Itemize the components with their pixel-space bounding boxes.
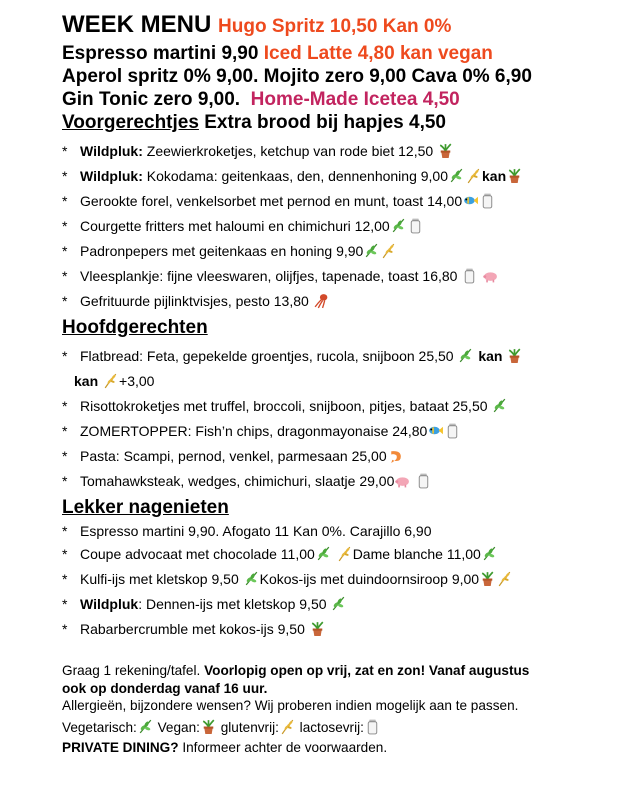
wheat-icon [496,570,513,587]
bullet: * [62,448,68,464]
bullet: * [62,423,68,439]
bullet: * [62,143,68,159]
list-item-continued: kan +3,00 [74,373,155,389]
title-drink-offer: Hugo Spritz 10,50 Kan 0% [218,16,452,37]
list-item: * Rabarbercrumble met kokos-ijs 9,50 [62,617,632,642]
footer-line-1: Graag 1 rekening/tafel. Voorlopig open op vrij, zat en zon! Vanaf augustus [62,663,530,678]
desserts-heading-row [62,496,632,520]
potted-plant-icon [506,167,523,184]
list-item: * Tomahawksteak, wedges, chimichuri, slaatje 29,00 [62,469,632,494]
bullet: * [62,621,68,637]
list-item: * Padronpepers met geitenkaas en honing 9,90 [62,239,632,264]
bullet: * [62,546,68,562]
list-item: * Flatbread: Feta, gepekelde groentjes, rucola, snijboon 25,50 kan [62,344,632,369]
bullet: * [62,193,68,209]
starters-heading-row [62,111,632,135]
milk-bottle-icon [461,267,478,284]
milk-bottle-icon [407,217,424,234]
bullet: * [62,398,68,414]
bullet: * [62,168,68,184]
herb-icon [481,545,498,562]
list-item: * Wildpluk: Dennen-ijs met kletskop 9,50 [62,592,632,617]
menu-title: WEEK MENU [62,11,212,38]
bullet: * [62,268,68,284]
desserts-heading: Lekker nagenieten [62,497,229,518]
list-item: * Vleesplankje: fijne vleeswaren, olijfjes, tapenade, toast 16,80 [62,264,632,289]
fish-icon [427,422,444,439]
bullet: * [62,243,68,259]
wheat-icon [465,167,482,184]
list-item: * ZOMERTOPPER: Fish’n chips, dragonmayonaise 24,80 [62,419,632,444]
list-item: * Espresso martini 9,90. Afogato 11 Kan 0%. Carajillo 6,90 [62,520,632,542]
list-item: * Gefrituurde pijlinktvisjes, pesto 13,80 [62,289,632,314]
list-item: * Pasta: Scampi, pernod, venkel, parmesaan 25,00 [62,444,632,469]
herb-icon [457,347,474,364]
bullet: * [62,596,68,612]
drinks-line-1 [62,42,632,65]
bullet: * [62,293,68,309]
bullet: * [62,348,68,364]
bullet: * [62,571,68,587]
drink-gin-tonic: Gin Tonic zero 9,00. [62,89,241,110]
herb-icon [315,545,332,562]
pig-icon [394,472,411,489]
potted-plant-icon [309,620,326,637]
drinks-line-2 [62,65,632,88]
list-item: * Wildpluk: Kokodama: geitenkaas, den, dennenhoning 9,00 kan [62,164,632,189]
fish-icon [462,192,479,209]
extra-bread-note: Extra brood bij hapjes 4,50 [198,112,446,133]
milk-bottle-icon [479,192,496,209]
herb-icon [243,570,260,587]
wheat-icon [380,242,397,259]
potted-plant-icon [479,570,496,587]
drink-icetea: Home-Made Icetea 4,50 [250,89,460,110]
list-item: * Gerookte forel, venkelsorbet met pernod en munt, toast 14,00 [62,189,632,214]
herb-icon [330,595,347,612]
wheat-icon [102,372,119,389]
list-item: * Courgette fritters met haloumi en chimichuri 12,00 [62,214,632,239]
list-item: * Risottokroketjes met truffel, broccoli, snijboon, pitjes, bataat 25,50 [62,394,632,419]
bullet: * [62,218,68,234]
herb-icon [137,718,154,735]
herb-icon [448,167,465,184]
footer-line-2: ook op donderdag vanaf 16 uur. [62,680,268,696]
potted-plant-icon [506,347,523,364]
footer-legend: Vegetarisch: Vegan: glutenvrij: lactosevrij: [62,718,632,738]
milk-bottle-icon [364,718,381,735]
milk-bottle-icon [415,472,432,489]
list-item: * Coupe advocaat met chocolade 11,00 Dame blanche 11,00 [62,542,632,567]
footer-private-dining: PRIVATE DINING? Informeer achter de voorwaarden. [62,739,388,755]
mains-heading: Hoofdgerechten [62,317,208,338]
herb-icon [491,397,508,414]
herb-icon [390,217,407,234]
drink-iced-latte: Iced Latte 4,80 kan vegan [263,43,493,64]
drink-espresso-martini: Espresso martini 9,90 [62,43,259,64]
wheat-icon [336,545,353,562]
bullet: * [62,473,68,489]
potted-plant-icon [200,718,217,735]
menu-title-row [62,10,632,42]
pig-icon [482,267,499,284]
milk-bottle-icon [444,422,461,439]
drink-line-aperol: Aperol spritz 0% 9,00. Mojito zero 9,00 Cava 0% 6,90 [62,66,532,87]
bullet: * [62,523,68,539]
shrimp-icon [387,447,404,464]
starters-heading: Voorgerechtjes [62,112,199,133]
drinks-line-3 [62,88,632,111]
list-item: * Wildpluk: Zeewierkroketjes, ketchup van rode biet 12,50 [62,139,632,164]
menu-page [62,10,632,758]
footer-allergies: Allergieën, bijzondere wensen? Wij proberen indien mogelijk aan te passen. [62,698,519,713]
potted-plant-icon [437,142,454,159]
wheat-icon [279,718,296,735]
mains-heading-row [62,316,632,340]
herb-icon [363,242,380,259]
squid-icon [313,292,330,309]
list-item: * Kulfi-ijs met kletskop 9,50 Kokos-ijs met duindoornsiroop 9,00 [62,567,632,592]
